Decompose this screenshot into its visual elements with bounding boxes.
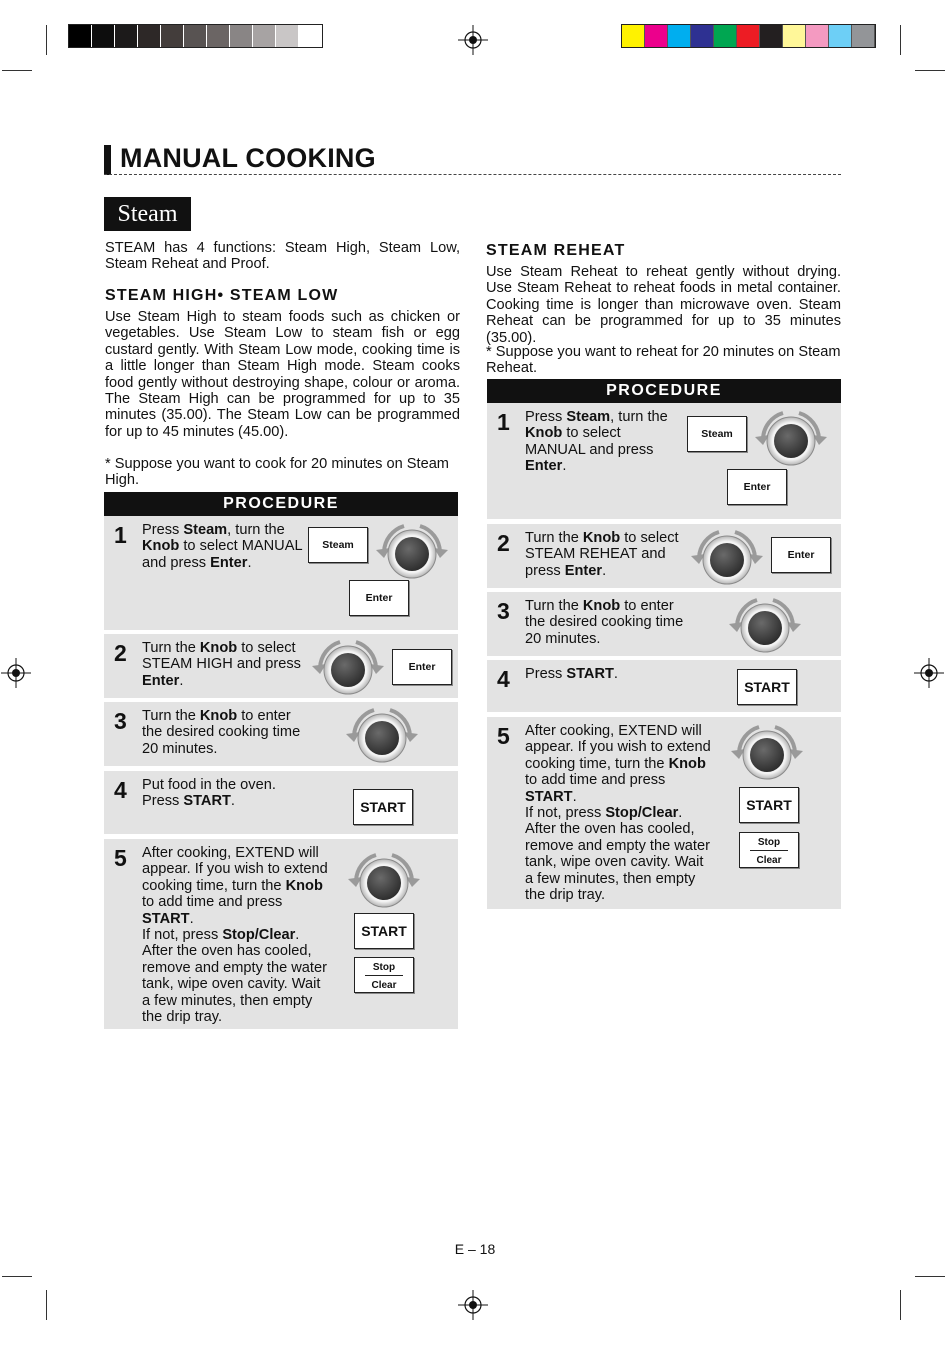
registration-mark-left-icon [1, 658, 31, 688]
steam-reheat-heading: STEAM REHEAT [486, 242, 626, 259]
procedure-header: PROCEDURE [487, 379, 841, 403]
grayscale-color-bar [68, 24, 323, 48]
color-swatch [138, 25, 161, 47]
step-number: 5 [497, 723, 510, 749]
color-swatch [207, 25, 230, 47]
stop-label: Stop [757, 837, 781, 848]
steam-button[interactable]: Steam [308, 527, 368, 563]
step-text: After cooking, EXTEND will appear. If you wish to extend cooking time, turn the Knob to add time and press START. If not, press Stop/Clear. After the oven has cooled, remove and empty the water tank, wipe oven cavity. Wait a few minutes, then empty the drip tray. [525, 723, 711, 904]
color-swatch [92, 25, 115, 47]
step-text: Turn the Knob to select STEAM HIGH and press Enter. [142, 640, 301, 689]
page-number: E – 18 [454, 1241, 496, 1257]
procedure-step [104, 702, 458, 766]
step-text: Press Steam, turn the Knob to select MANUAL and press Enter. [142, 522, 303, 571]
process-color-bar [621, 24, 876, 48]
steam-reheat-body: Use Steam Reheat to reheat gently without drying. Use Steam Reheat to reheat foods in metal container. Cooking time is longer than microwave oven. Steam Reheat can be programmed for up to 35 minutes (35.00). [486, 264, 841, 346]
dial-knob-icon[interactable] [306, 634, 390, 700]
crop-mark [915, 70, 945, 71]
registration-mark-bottom-icon [458, 1290, 488, 1320]
procedure-step [487, 592, 841, 656]
color-swatch [714, 25, 737, 47]
title-accent-bar [104, 145, 111, 175]
step-number: 1 [114, 522, 127, 548]
procedure-step [487, 717, 841, 909]
color-swatch [253, 25, 276, 47]
color-swatch [299, 25, 322, 47]
stop-clear-divider [750, 850, 788, 851]
step-number: 2 [114, 640, 127, 666]
color-swatch [760, 25, 783, 47]
dial-knob-icon[interactable] [749, 405, 833, 471]
procedure-step [487, 524, 841, 588]
step-number: 1 [497, 409, 510, 435]
color-swatch [230, 25, 253, 47]
step-text: Put food in the oven. Press START. [142, 777, 276, 810]
step-number: 4 [114, 777, 127, 803]
step-text: Turn the Knob to enter the desired cooking time 20 minutes. [525, 598, 684, 647]
steam-high-low-heading: STEAM HIGH• STEAM LOW [105, 287, 339, 304]
crop-mark [915, 1276, 945, 1277]
color-swatch [829, 25, 852, 47]
steam-button[interactable]: Steam [687, 416, 747, 452]
step-number: 5 [114, 845, 127, 871]
start-button[interactable]: START [353, 789, 413, 825]
intro-text: STEAM has 4 functions: Steam High, Steam Low, Steam Reheat and Proof. [105, 240, 460, 273]
procedure-step [487, 403, 841, 519]
crop-mark [900, 25, 901, 55]
dial-knob-icon[interactable] [340, 702, 424, 768]
section-tag: Steam [104, 197, 191, 231]
registration-mark-right-icon [914, 658, 944, 688]
start-button[interactable]: START [354, 913, 414, 949]
clear-label: Clear [756, 855, 782, 866]
color-swatch [737, 25, 760, 47]
crop-mark [46, 25, 47, 55]
steam-reheat-note: * Suppose you want to reheat for 20 minutes on Steam Reheat. [486, 344, 841, 377]
color-swatch [783, 25, 806, 47]
color-swatch [622, 25, 645, 47]
stop-clear-divider [365, 975, 403, 976]
dial-knob-icon[interactable] [723, 592, 807, 658]
dial-knob-icon[interactable] [685, 524, 769, 590]
procedure-step [104, 634, 458, 698]
page-title: MANUAL COOKING [120, 143, 376, 173]
step-number: 3 [114, 708, 127, 734]
enter-button[interactable]: Enter [349, 580, 409, 616]
enter-button[interactable]: Enter [771, 537, 831, 573]
crop-mark [2, 1276, 32, 1277]
step-text: After cooking, EXTEND will appear. If you wish to extend cooking time, turn the Knob to add time and press START. If not, press Stop/Clear. After the oven has cooled, remove and empty the water tank, wipe oven cavity. Wait a few minutes, then empty the drip tray. [142, 845, 328, 1026]
enter-button[interactable]: Enter [392, 649, 452, 685]
color-swatch [69, 25, 92, 47]
procedure-step [487, 660, 841, 712]
color-swatch [276, 25, 299, 47]
stop-clear-button[interactable] [354, 957, 414, 993]
steam-high-note: * Suppose you want to cook for 20 minutes on Steam High. [105, 456, 449, 489]
procedure-step [104, 771, 458, 834]
enter-button[interactable]: Enter [727, 469, 787, 505]
crop-mark [900, 1290, 901, 1320]
start-button[interactable]: START [739, 787, 799, 823]
steam-high-low-body: Use Steam High to steam foods such as chicken or vegetables. Use Steam Low to steam fish or egg custard gently. With Steam Low mode, cooking time is a little longer than Steam High mode. Steam cooks food gently without destroying shape, colour or aroma. The Steam High can be programmed for up to 35 minutes (35.00). The Steam Low can be programmed for up to 45 minutes (45.00). [105, 309, 460, 440]
stop-label: Stop [372, 962, 396, 973]
step-text: Turn the Knob to select STEAM REHEAT and press Enter. [525, 530, 679, 579]
color-swatch [691, 25, 714, 47]
color-swatch [668, 25, 691, 47]
step-text: Press Steam, turn the Knob to select MANUAL and press Enter. [525, 409, 668, 475]
procedure-header: PROCEDURE [104, 492, 458, 516]
clear-label: Clear [371, 980, 397, 991]
registration-mark-top-icon [458, 25, 488, 55]
step-number: 4 [497, 666, 510, 692]
crop-mark [2, 70, 32, 71]
start-button[interactable]: START [737, 669, 797, 705]
color-swatch [806, 25, 829, 47]
color-swatch [645, 25, 668, 47]
procedure-step [104, 839, 458, 1029]
stop-clear-button[interactable] [739, 832, 799, 868]
step-text: Turn the Knob to enter the desired cooking time 20 minutes. [142, 708, 301, 757]
procedure-step [104, 516, 458, 630]
color-swatch [115, 25, 138, 47]
color-swatch [852, 25, 875, 47]
title-divider [104, 174, 841, 175]
color-swatch [161, 25, 184, 47]
step-number: 2 [497, 530, 510, 556]
dial-knob-icon[interactable] [370, 518, 454, 584]
step-number: 3 [497, 598, 510, 624]
dial-knob-icon[interactable] [342, 847, 426, 913]
crop-mark [46, 1290, 47, 1320]
dial-knob-icon[interactable] [725, 719, 809, 785]
step-text: Press START. [525, 666, 618, 682]
color-swatch [184, 25, 207, 47]
